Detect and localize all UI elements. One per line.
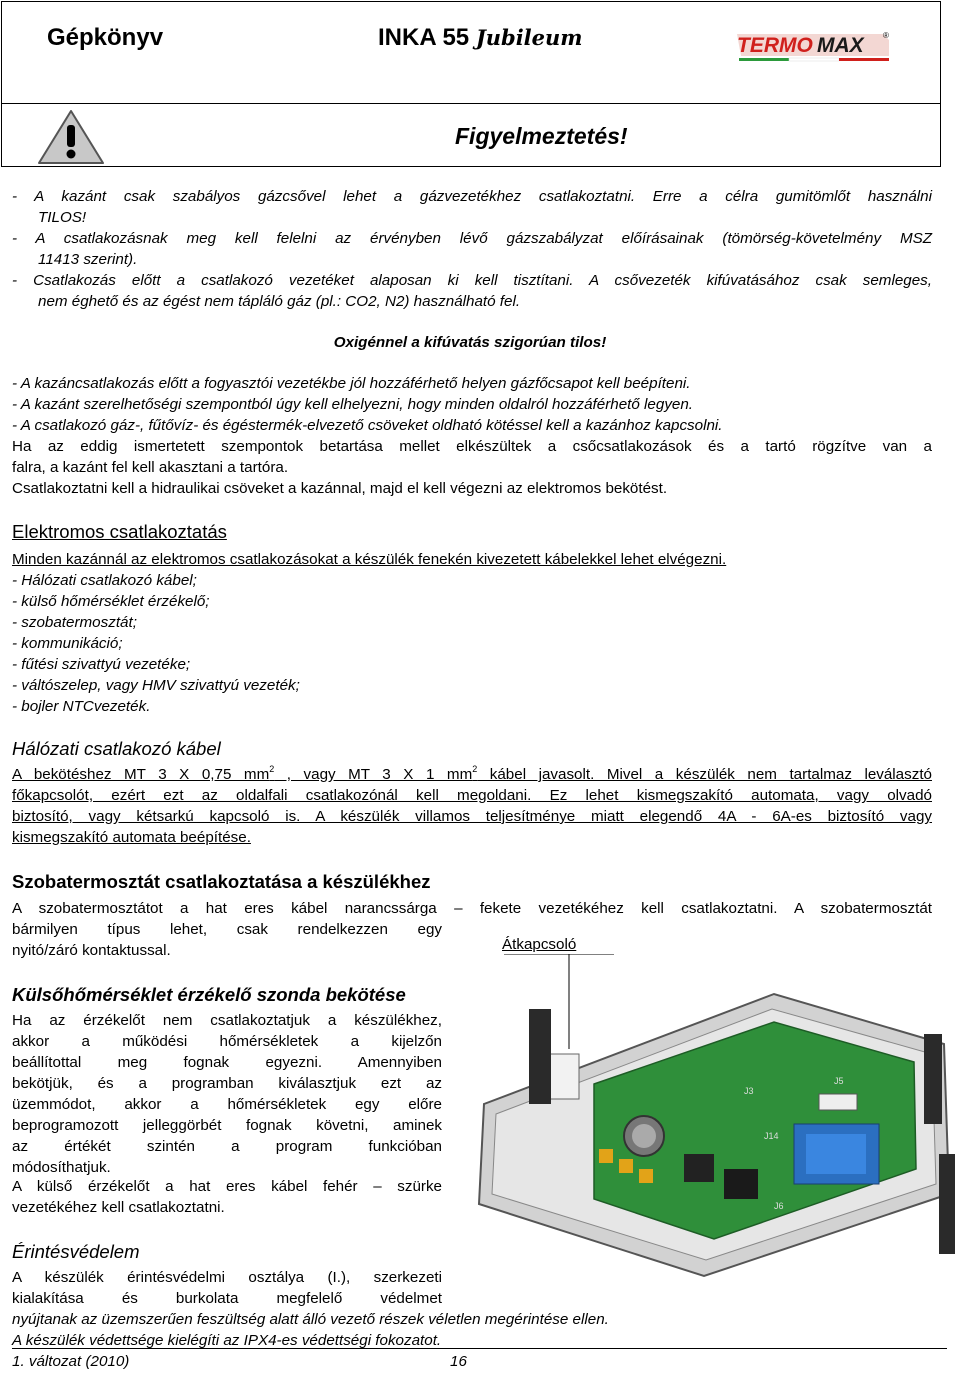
svg-text:J5: J5 bbox=[834, 1076, 844, 1086]
outdoor-line: akkor a működési hőmérsékletek a kijelzőn bbox=[12, 1033, 442, 1050]
gas-line-3b: nem éghető és az égést nem tápláló gáz (pl.: CO2, N2) használható fel. bbox=[38, 293, 521, 310]
room-line-3: nyitó/záró kontaktussal. bbox=[12, 942, 171, 959]
model-number: INKA 55 bbox=[378, 24, 470, 51]
mains-sup-2: 2 bbox=[472, 764, 478, 774]
outdoor-line: beállítottal meg fognak egyezni. Amennyiben bbox=[12, 1054, 442, 1071]
touch-line-1: A készülék érintésvédelmi osztálya (I.), szerkezeti bbox=[12, 1269, 442, 1286]
mains-line-1 bbox=[12, 765, 932, 786]
gas-line-2b: 11413 szerint). bbox=[38, 251, 138, 268]
electrical-item: - kommunikáció; bbox=[12, 635, 123, 652]
electrical-item: - Hálózati csatlakozó kábel; bbox=[12, 572, 197, 589]
warning-title: Figyelmeztetés! bbox=[455, 123, 628, 149]
logo-max: MAX bbox=[817, 34, 864, 57]
electrical-intro: Minden kazánnál az elektromos csatlakozásokat a készülék fenekén kivezetett kábelekkel lehet elvégezni. bbox=[12, 551, 727, 568]
gas-line-5: - A kazánt szerelhetőségi szempontból úgy kell elhelyezni, hogy minden oldalról hozzáférhető legyen. bbox=[12, 396, 694, 413]
mains-heading: Hálózati csatlakozó kábel bbox=[12, 738, 221, 759]
room-line-1: A szobatermosztátot a hat eres kábel narancssárga – fekete vezetékéhez kell csatlakoztatni. A szobatermosztát bbox=[12, 900, 932, 917]
electrical-item: - váltószelep, vagy HMV szivattyú vezeték; bbox=[12, 677, 300, 694]
gas-line-3a: - Csatlakozás előtt a csatlakozó vezetéket alaposan ki kell tisztítani. A csővezeték kifúvatásához csak semleges, bbox=[12, 272, 932, 289]
footer-divider bbox=[12, 1348, 947, 1349]
gas-para-1a: Ha az eddig ismertetett szempontok betartása mellet elkészültek a csőcsatlakozások és a tartó rögzítve van a bbox=[12, 438, 932, 455]
gas-line-6: - A csatlakozó gáz-, fűtővíz- és égéstermék-elvezető csöveket oldható kötéssel kell a kazánhoz kapcsolni. bbox=[12, 417, 723, 434]
electrical-item: - bojler NTCvezeték. bbox=[12, 698, 151, 715]
svg-text:J3: J3 bbox=[744, 1086, 754, 1096]
outdoor-line-9: A külső érzékelőt a hat eres kábel fehér – szürke bbox=[12, 1178, 442, 1195]
warning-triangle-icon bbox=[36, 108, 106, 166]
gas-line-1b: TILOS! bbox=[38, 209, 87, 226]
svg-text:J6: J6 bbox=[774, 1201, 784, 1211]
logo-termo: TERMO bbox=[737, 34, 813, 57]
mains-line-1-mid: , vagy MT 3 X 1 mm bbox=[274, 766, 473, 783]
model-name bbox=[378, 24, 583, 52]
mains-sup-1: 2 bbox=[269, 764, 275, 774]
touch-line-4: A készülék védettsége kielégíti az IPX4-es védettségi fokozatot. bbox=[12, 1332, 442, 1349]
outdoor-line: üzemmódot, akkor a hőmérsékletek egy előre bbox=[12, 1096, 442, 1113]
touch-line-3: nyújtanak az üzemszerűen feszültség alatt álló vezető részek véletlen megérintése ellen. bbox=[12, 1311, 609, 1328]
document-title: Gépkönyv bbox=[47, 24, 164, 51]
model-subtitle: Jubileum bbox=[475, 25, 583, 50]
mains-line-2: főkapcsolót, ezért ezt az oldalfali csatlakozónál kell megoldani. Ez lehet kismegszakító automata, vagy olvadó bbox=[12, 787, 932, 804]
outdoor-line: az értékét szintén a program funkcióban bbox=[12, 1138, 442, 1155]
room-thermostat-heading: Szobatermosztát csatlakoztatása a készülékhez bbox=[12, 871, 431, 892]
control-board-illustration bbox=[444, 954, 960, 1284]
outdoor-line-10: vezetékéhez kell csatlakoztatni. bbox=[12, 1199, 225, 1216]
gas-para-2: Csatlakoztatni kell a hidraulikai csöveket a kazánnal, majd el kell végezni az elektromos bekötést. bbox=[12, 480, 668, 497]
gas-line-1a: - A kazánt csak szabályos gázcsővel lehet a gázvezetékhez csatlakoztatni. Erre a célra gumitömlőt használni bbox=[12, 188, 932, 205]
mains-line-1-post: kábel javasolt. Mivel a készülék nem tartalmaz leválasztó bbox=[477, 766, 932, 783]
footer-version: 1. változat (2010) bbox=[12, 1353, 130, 1370]
touch-line-2: kialakítása és burkolata megfelelő védelmet bbox=[12, 1290, 442, 1307]
outdoor-line: beprogramozott jelleggörbét fognak követni, aminek bbox=[12, 1117, 442, 1134]
electrical-item: - külső hőmérséklet érzékelő; bbox=[12, 593, 210, 610]
svg-text:J14: J14 bbox=[764, 1131, 779, 1141]
mains-line-3: biztosító, vagy kétsarkú kapcsoló is. A készülék villamos teljesítménye miatt elegendő 4A - 6A-es biztosító vagy bbox=[12, 808, 932, 825]
electrical-item: - fűtési szivattyú vezetéke; bbox=[12, 656, 191, 673]
oxygen-warning: Oxigénnel a kifúvatás szigorúan tilos! bbox=[333, 334, 607, 351]
termomax-logo bbox=[733, 26, 893, 66]
page-number: 16 bbox=[450, 1353, 467, 1370]
gas-line-4: - A kazáncsatlakozás előtt a fogyasztói vezetékbe jól hozzáférhető helyen gázfőcsapot kell beépíteni. bbox=[12, 375, 691, 392]
logo-reg: ® bbox=[883, 31, 889, 40]
outdoor-line: módosíthatjuk. bbox=[12, 1159, 111, 1176]
gas-para-1b: falra, a kazánt fel kell akasztani a tartóra. bbox=[12, 459, 289, 476]
electrical-heading: Elektromos csatlakoztatás bbox=[12, 521, 227, 542]
mains-line-1-pre: A bekötéshez MT 3 X 0,75 mm bbox=[12, 766, 270, 783]
touch-protection-heading: Érintésvédelem bbox=[12, 1241, 140, 1262]
mains-line-4: kismegszakító automata beépítése. bbox=[12, 829, 251, 846]
room-line-2: bármilyen típus lehet, csak rendelkezzen egy bbox=[12, 921, 442, 938]
outdoor-sensor-heading: Külsőhőmérséklet érzékelő szonda bekötése bbox=[12, 984, 406, 1005]
gas-line-2a: - A csatlakozásnak meg kell felelni az érvényben lévő gázszabályzat előírásainak (tömörség-követelmény MSZ bbox=[12, 230, 932, 247]
outdoor-line: bekötjük, és a programban kiválasztjuk ezt az bbox=[12, 1075, 442, 1092]
electrical-item: - szobatermosztát; bbox=[12, 614, 137, 631]
switch-label: Átkapcsoló bbox=[502, 936, 577, 953]
outdoor-line: Ha az érzékelőt nem csatlakoztatjuk a készülékhez, bbox=[12, 1012, 442, 1029]
